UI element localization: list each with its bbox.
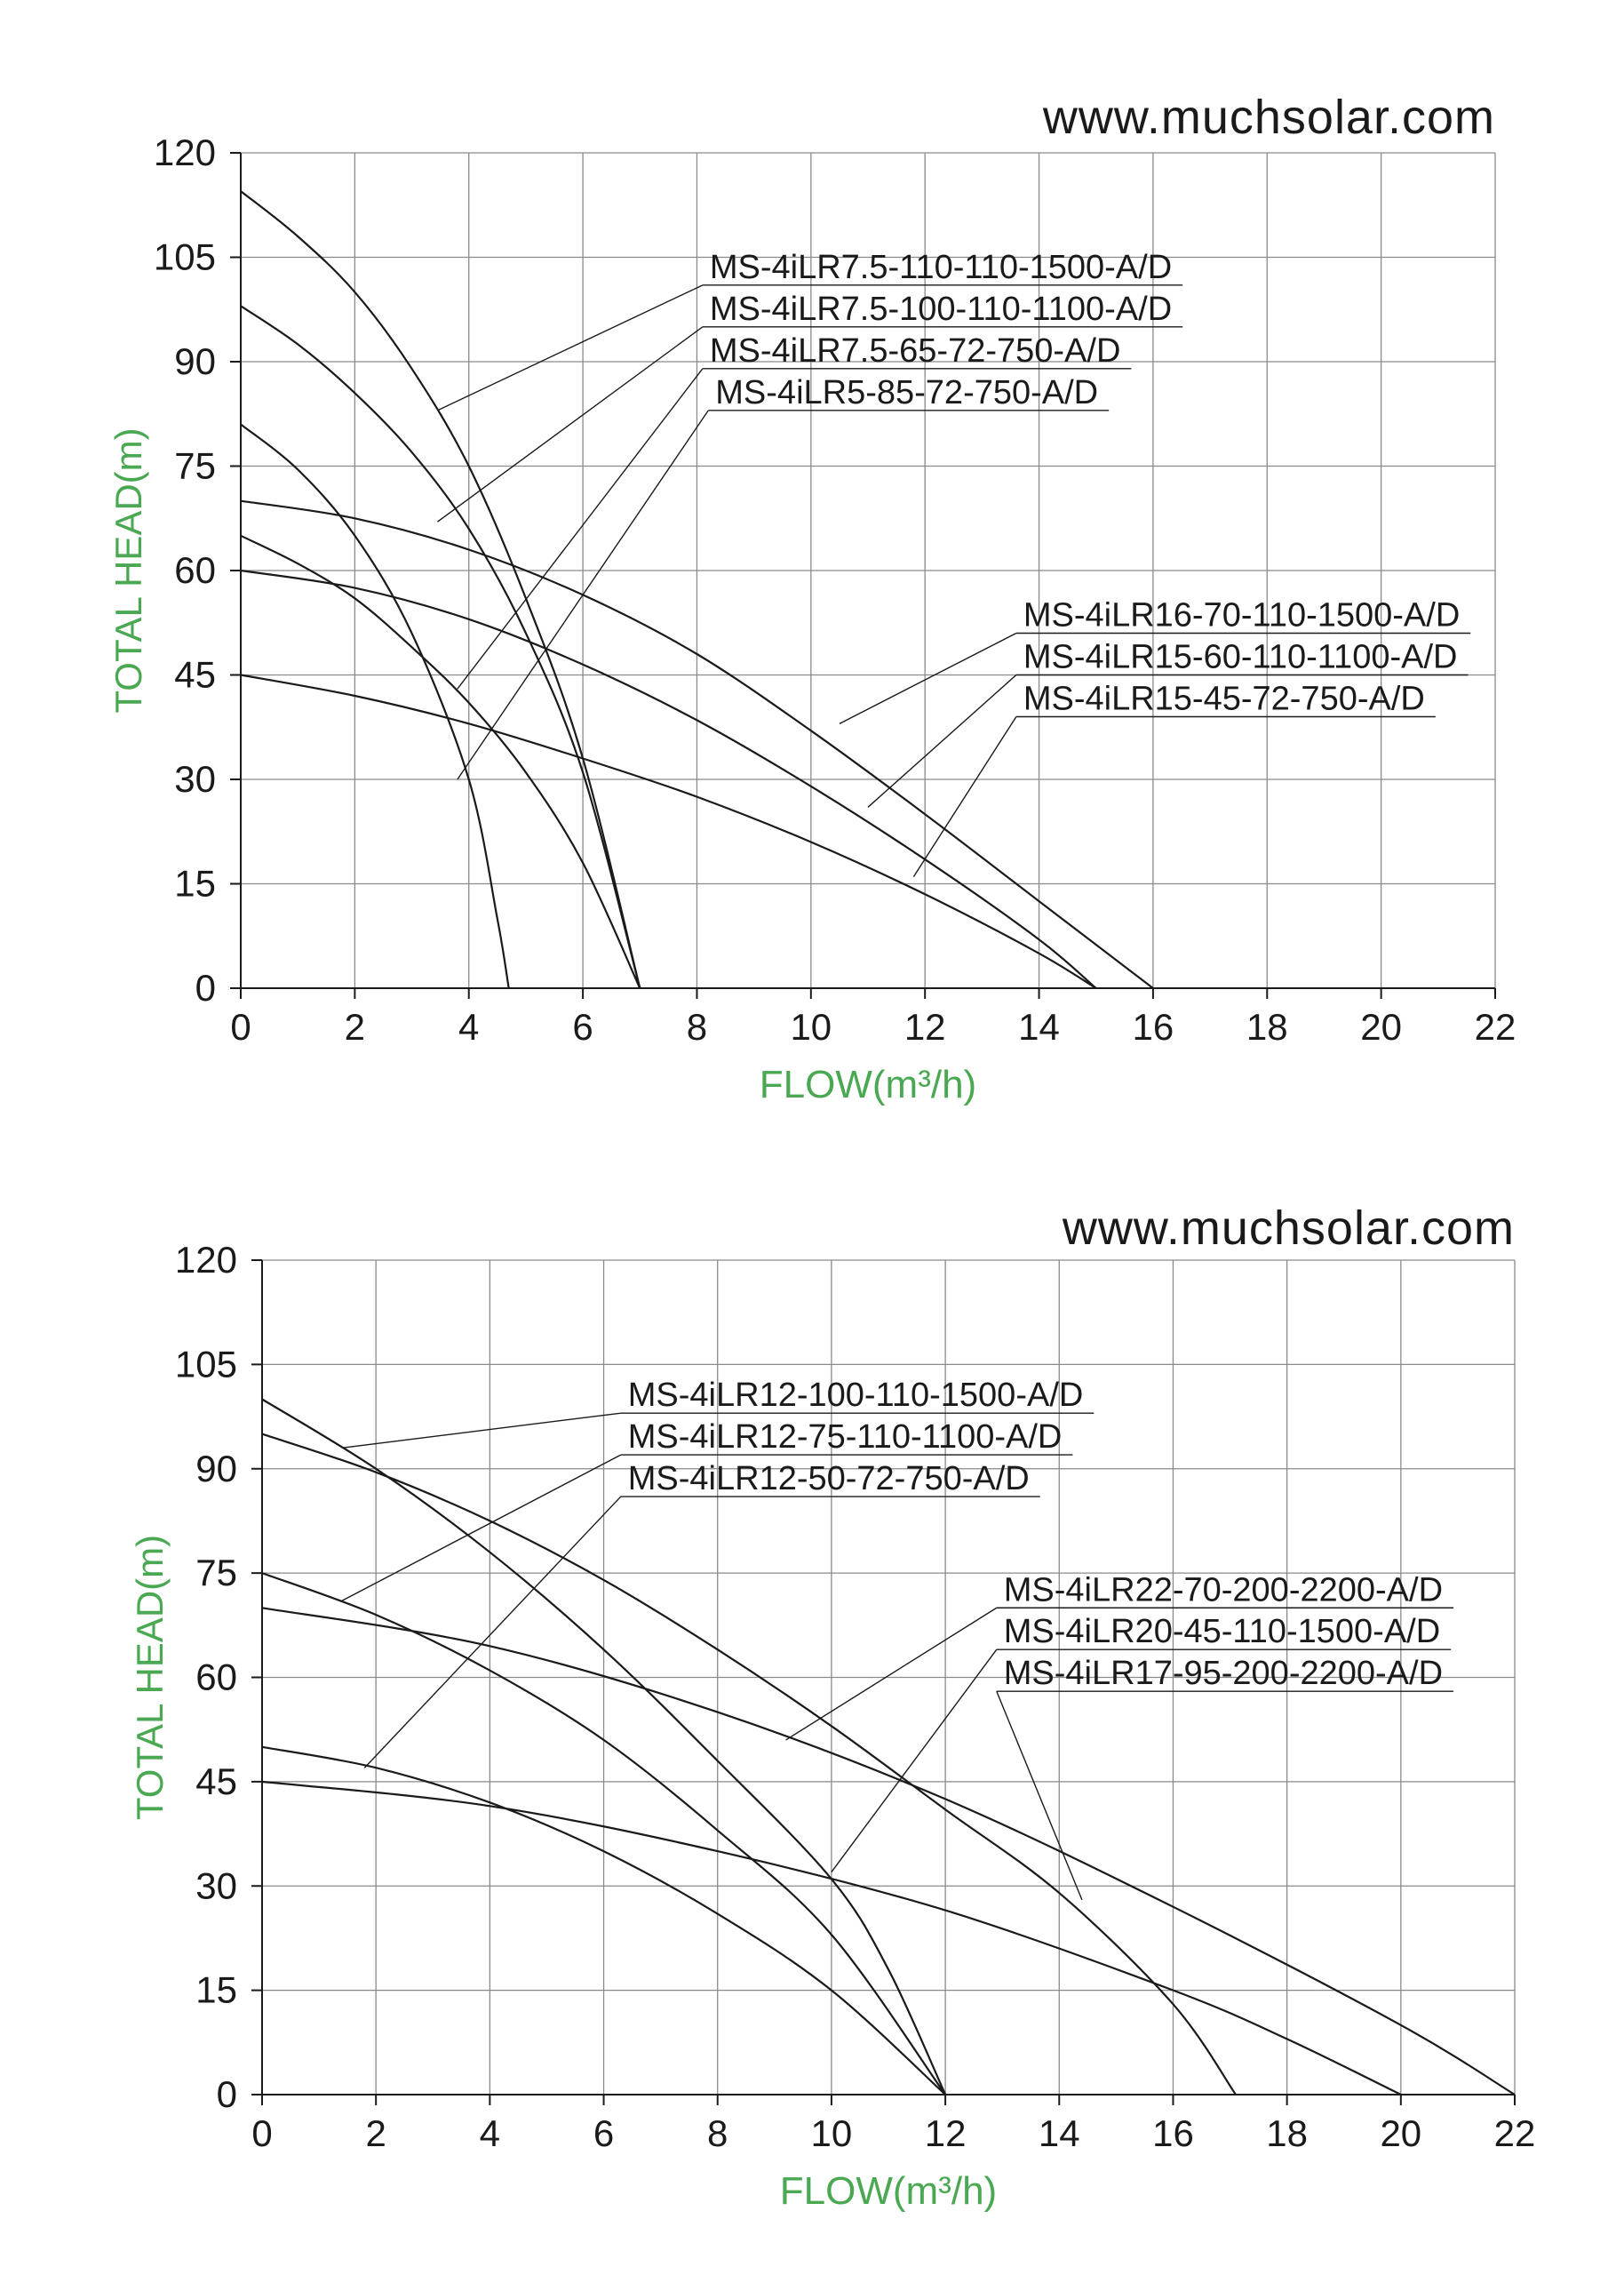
y-tick-label: 120 [174, 1239, 237, 1281]
series-label: MS-4iLR12-75-110-1100-A/D [627, 1418, 1063, 1457]
series-label: MS-4iLR7.5-65-72-750-A/D [709, 331, 1121, 370]
x-tick-label: 20 [1380, 2112, 1422, 2154]
x-tick-label: 12 [904, 1006, 946, 1048]
x-tick-label: 8 [707, 2112, 728, 2154]
x-tick-label: 16 [1152, 2112, 1194, 2154]
series-label: MS-4iLR15-45-72-750-A/D [1023, 680, 1425, 718]
x-tick-label: 10 [810, 2112, 853, 2154]
x-tick-label: 12 [924, 2112, 967, 2154]
y-tick-label: 90 [195, 1447, 237, 1489]
y-tick-label: 15 [195, 1968, 237, 2011]
y-tick-label: 105 [153, 235, 216, 278]
x-tick-label: 2 [344, 1006, 366, 1048]
y-axis-title: TOTAL HEAD(m) [129, 1534, 171, 1821]
series-label: MS-4iLR5-85-72-750-A/D [715, 373, 1099, 411]
y-tick-label: 60 [195, 1656, 237, 1698]
x-axis-title: FLOW(m³/h) [759, 1063, 977, 1106]
y-tick-label: 90 [174, 340, 216, 382]
x-tick-label: 0 [230, 1006, 251, 1048]
y-tick-label: 45 [195, 1760, 237, 1802]
series-label: MS-4iLR22-70-200-2200-A/D [1003, 1571, 1444, 1609]
y-tick-label: 0 [195, 967, 216, 1009]
watermark-url: www.muchsolar.com [1042, 91, 1495, 144]
series-label: MS-4iLR12-50-72-750-A/D [627, 1460, 1030, 1498]
x-tick-label: 22 [1493, 2112, 1536, 2154]
y-tick-label: 15 [174, 862, 216, 905]
y-tick-label: 30 [195, 1864, 237, 1907]
y-tick-label: 120 [153, 132, 216, 173]
series-label: MS-4iLR17-95-200-2200-A/D [1003, 1655, 1444, 1693]
x-tick-label: 10 [790, 1006, 832, 1048]
x-tick-label: 8 [686, 1006, 708, 1048]
watermark-url: www.muchsolar.com [1062, 1201, 1515, 1255]
x-tick-label: 20 [1360, 1006, 1402, 1048]
y-tick-label: 75 [174, 444, 216, 487]
series-label: MS-4iLR15-60-110-1100-A/D [1023, 638, 1458, 676]
y-tick-label: 60 [174, 549, 216, 591]
x-axis-title: FLOW(m³/h) [779, 2169, 998, 2213]
x-tick-label: 0 [251, 2112, 273, 2154]
series-label: MS-4iLR20-45-110-1500-A/D [1003, 1613, 1441, 1651]
x-tick-label: 16 [1132, 1006, 1174, 1048]
x-tick-label: 14 [1018, 1006, 1060, 1048]
x-tick-label: 18 [1266, 2112, 1308, 2154]
x-tick-label: 18 [1246, 1006, 1288, 1048]
x-tick-label: 6 [593, 2112, 615, 2154]
x-tick-label: 4 [458, 1006, 480, 1048]
series-label: MS-4iLR7.5-110-110-1500-A/D [709, 248, 1173, 286]
y-tick-label: 105 [174, 1343, 237, 1385]
y-tick-label: 45 [174, 653, 216, 696]
series-label: MS-4iLR16-70-110-1500-A/D [1023, 596, 1461, 635]
x-tick-label: 2 [365, 2112, 386, 2154]
x-tick-label: 14 [1038, 2112, 1080, 2154]
series-label: MS-4iLR12-100-110-1500-A/D [627, 1377, 1084, 1415]
y-tick-label: 75 [195, 1552, 237, 1594]
x-tick-label: 6 [572, 1006, 593, 1048]
y-tick-label: 30 [174, 758, 216, 800]
x-tick-label: 4 [479, 2112, 501, 2154]
x-tick-label: 22 [1474, 1006, 1517, 1048]
y-axis-title: TOTAL HEAD(m) [107, 427, 149, 714]
series-label: MS-4iLR7.5-100-110-1100-A/D [709, 290, 1173, 328]
y-tick-label: 0 [216, 2073, 237, 2115]
